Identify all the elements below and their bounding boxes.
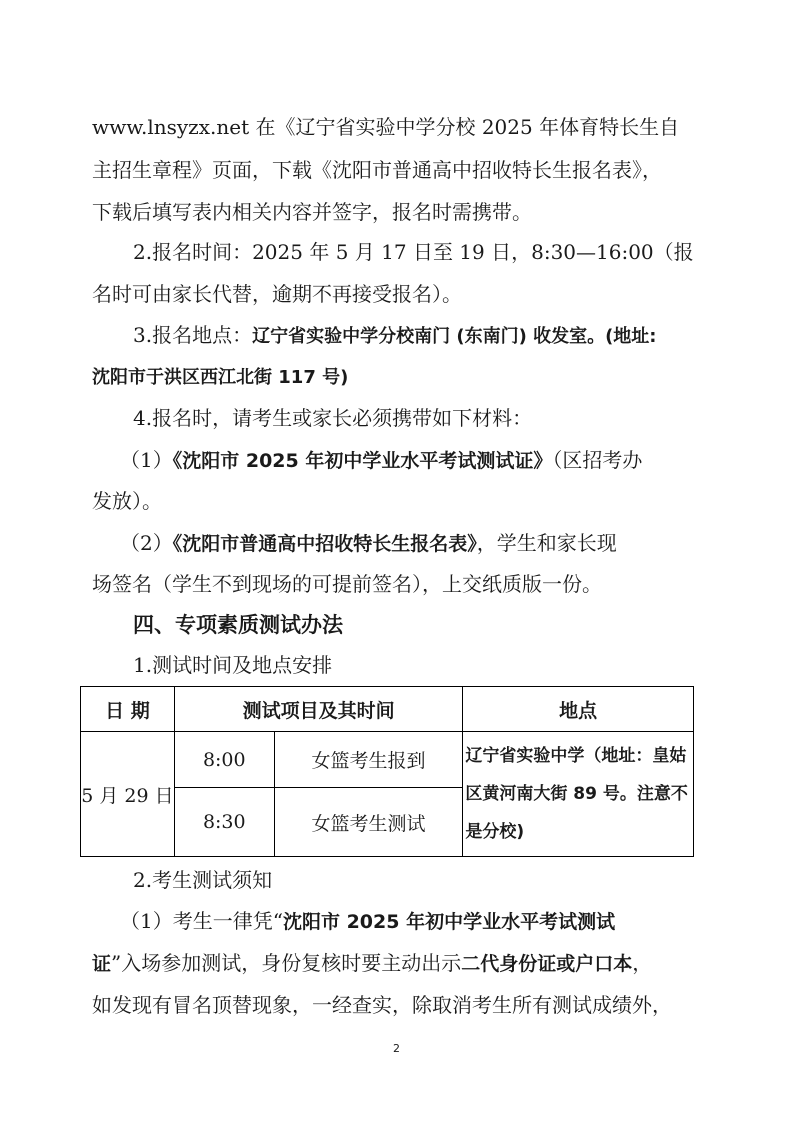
paragraph-line: 下载后填写表内相关内容并签字，报名时需携带。 (92, 200, 532, 224)
paragraph-line: 主招生章程》页面，下载《沈阳市普通高中招收特长生报名表》， (92, 158, 662, 182)
paragraph-line (120, 448, 642, 473)
text-span: （1）考生一律凭“ (120, 909, 283, 933)
table-row (81, 732, 694, 788)
date-cell: 5 月 29 日 (81, 732, 175, 857)
table-header-row (81, 687, 694, 732)
column-header-place: 地点 (463, 687, 694, 732)
bold-text: 《沈阳市 2025 年初中学业水平考试测试证》 (172, 450, 553, 472)
text-span: （1） (120, 448, 173, 472)
item-cell: 女篮考生报到 (274, 732, 463, 788)
paragraph-line: 4.报名时，请考生或家长必须携带如下材料： (133, 406, 533, 430)
section-heading: 四、专项素质测试办法 (133, 613, 343, 637)
paragraph-line: 沈阳市于洪区西江北街 117 号) (92, 367, 349, 388)
bold-text: 证 (92, 953, 112, 975)
column-header-date: 日 期 (81, 687, 175, 732)
text-span: （区招考办 (552, 448, 643, 472)
page-number: 2 (393, 1042, 400, 1055)
bold-text: 《沈阳市普通高中招收特长生报名表》 (172, 533, 477, 555)
paragraph-line: 2.考生测试须知 (133, 868, 273, 892)
text-span: ， (632, 951, 653, 975)
text-span: （2） (120, 531, 173, 555)
paragraph-line (133, 323, 657, 349)
schedule-table (80, 686, 694, 857)
bold-text: 二代身份证或户口本 (461, 953, 633, 975)
paragraph-line: 1.测试时间及地点安排 (133, 653, 333, 677)
place-cell: 辽宁省实验中学（地址：皇姑区黄河南大街 89 号。注意不是分校) (463, 732, 694, 857)
bold-text: 沈阳市 2025 年初中学业水平考试测试 (282, 911, 616, 933)
paragraph-line (92, 951, 652, 976)
paragraph-line (120, 531, 617, 556)
bold-text: 辽宁省实验中学分校南门 (东南门) 收发室。(地址: (252, 326, 657, 347)
paragraph-line: 如发现有冒名顶替现象，一经查实，除取消考生所有测试成绩外， (92, 993, 672, 1017)
item-cell: 女篮考生测试 (274, 788, 463, 857)
paragraph-line: 场签名（学生不到现场的可提前签名），上交纸质版一份。 (92, 572, 602, 596)
time-cell: 8:00 (174, 732, 274, 788)
paragraph-line: 名时可由家长代替，逾期不再接受报名）。 (92, 282, 462, 306)
paragraph-line (120, 909, 615, 934)
paragraph-line: 2.报名时间：2025 年 5 月 17 日至 19 日，8:30—16:00（报 (133, 240, 694, 264)
column-header-item: 测试项目及其时间 (174, 687, 463, 732)
paragraph-line: 发放）。 (92, 489, 162, 513)
time-cell: 8:30 (174, 788, 274, 857)
text-span: 3.报名地点： (133, 323, 253, 347)
paragraph-line: www.lnsyzx.net 在《辽宁省实验中学分校 2025 年体育特长生自 (92, 115, 680, 139)
text-span: ，学生和家长现 (476, 531, 617, 555)
text-span: ”入场参加测试，身份复核时要主动出示 (111, 951, 462, 975)
